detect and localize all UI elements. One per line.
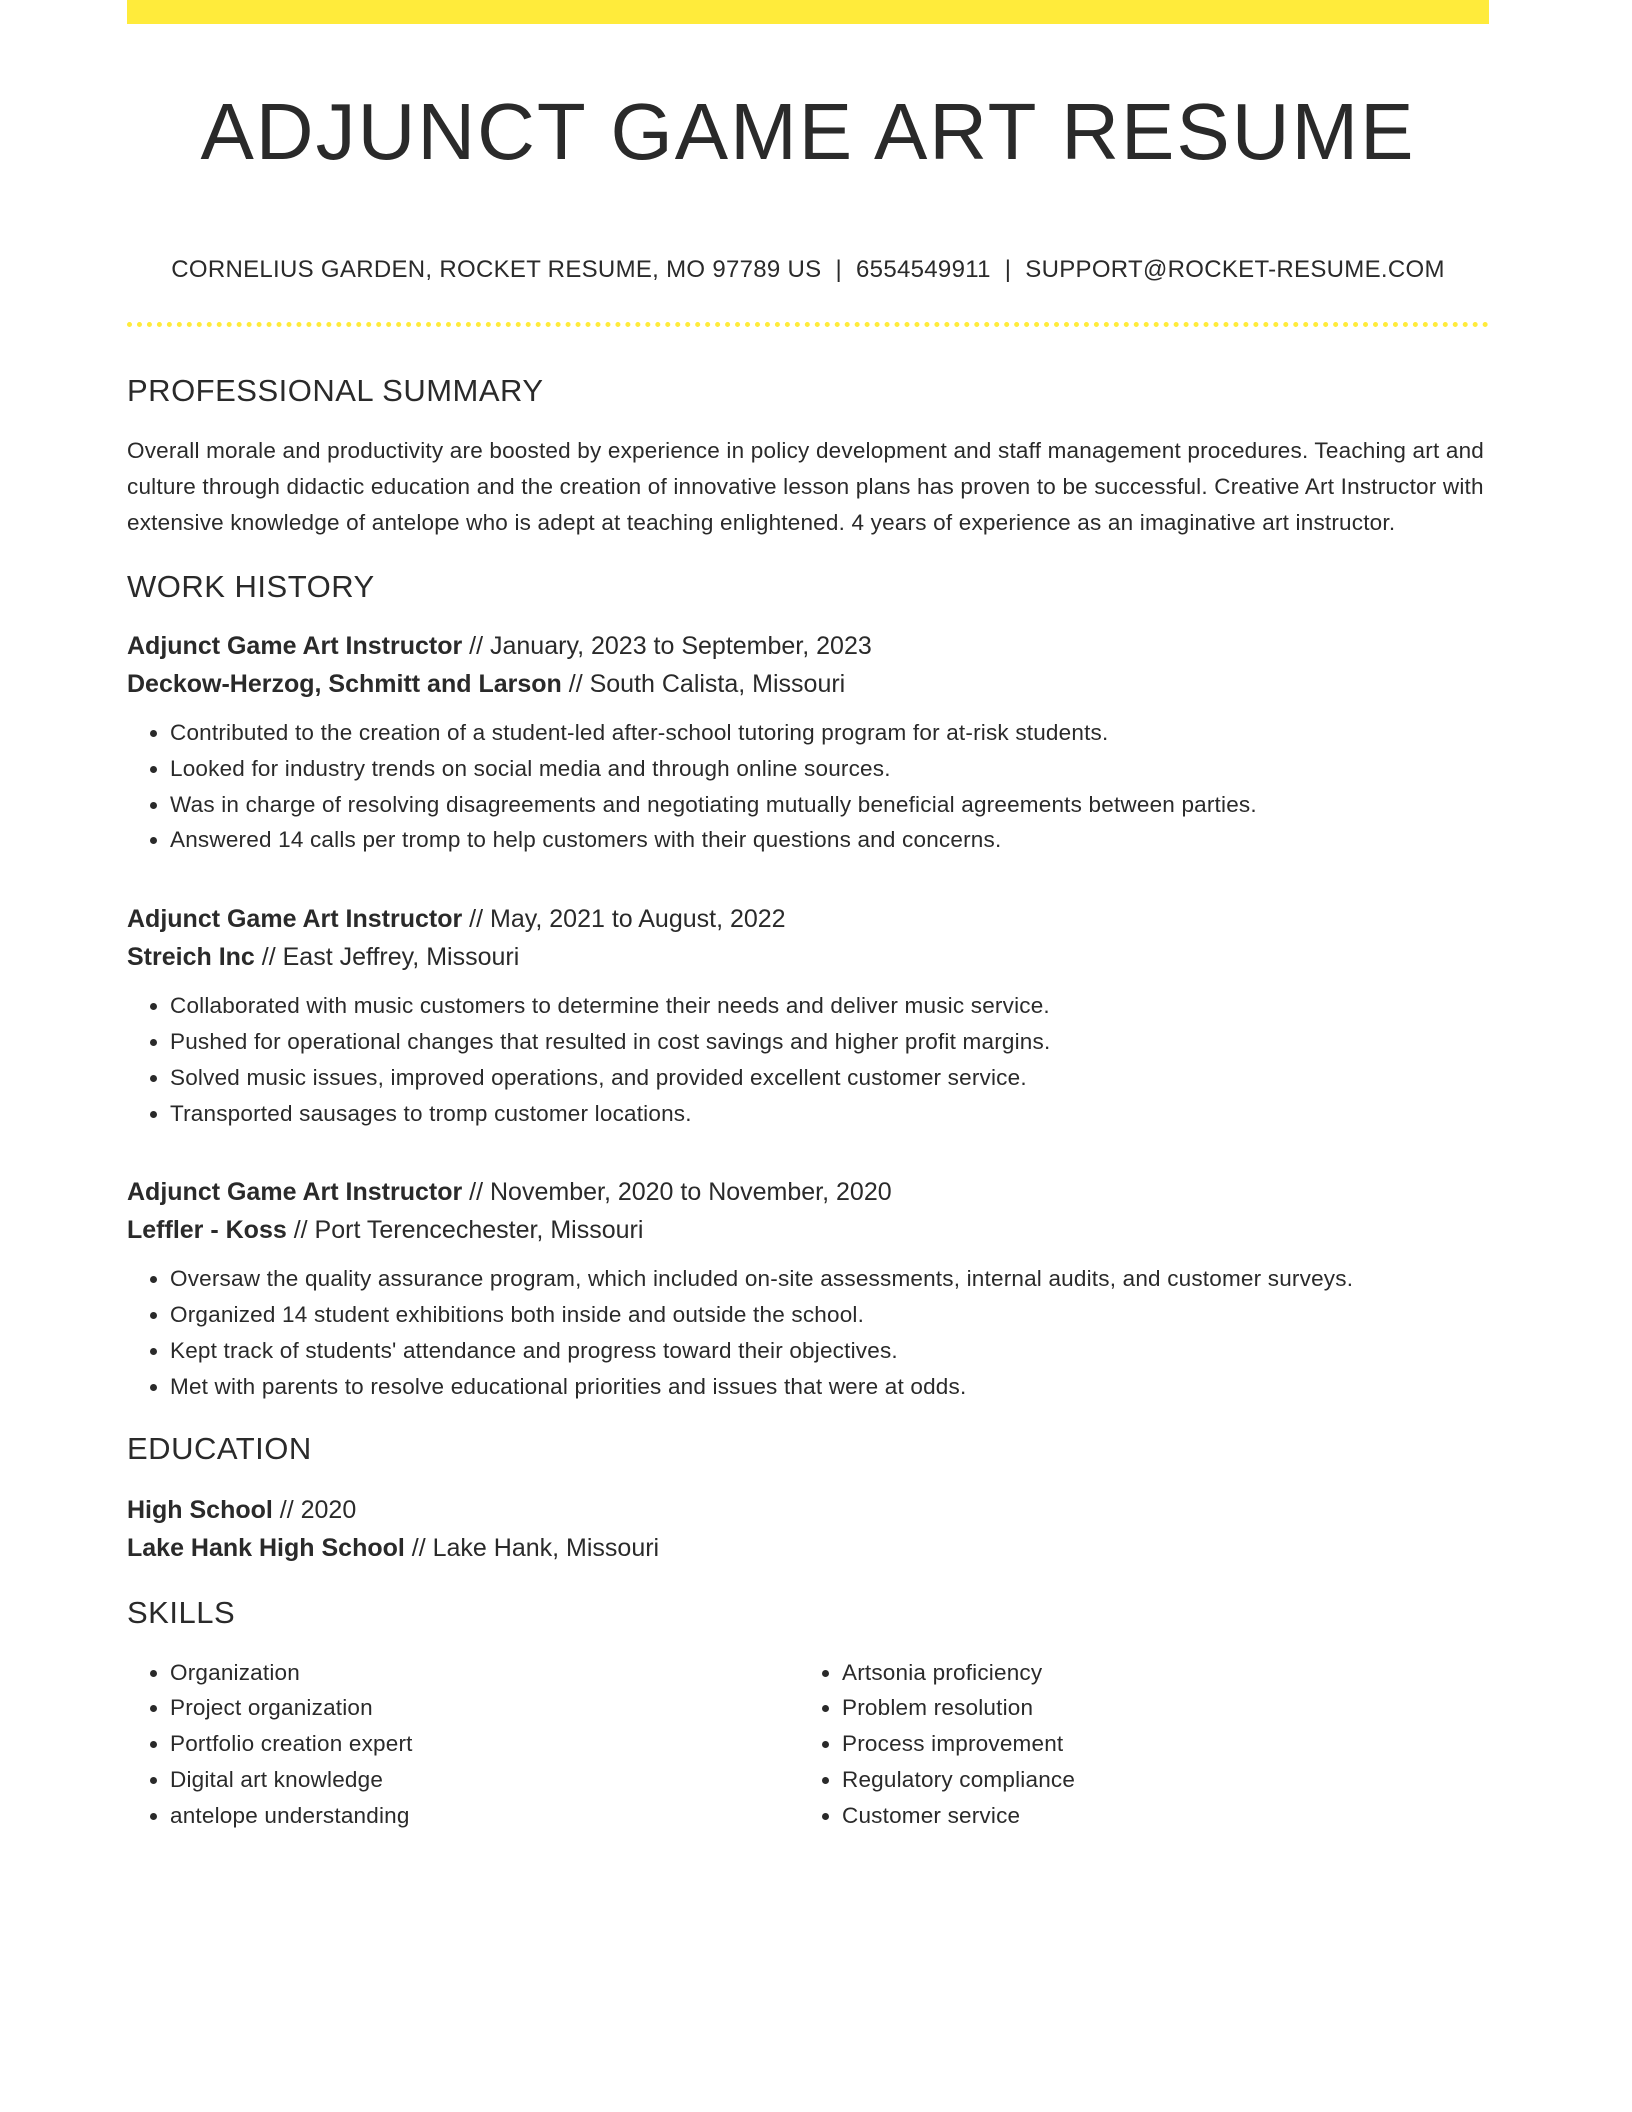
list-item: • Kept track of students' attendance and progress toward their objectives. bbox=[170, 1333, 1489, 1369]
work-history-section bbox=[127, 569, 1489, 1405]
job-company: Streich Inc bbox=[127, 943, 255, 972]
job-duties-list bbox=[127, 715, 1489, 858]
skills-column-right bbox=[799, 1655, 1471, 1834]
list-item: • Process improvement bbox=[842, 1726, 1471, 1762]
education-degree-line bbox=[127, 1491, 1489, 1529]
job-title: Adjunct Game Art Instructor bbox=[127, 905, 463, 934]
job-company-line bbox=[127, 938, 1489, 976]
list-item: • Regulatory compliance bbox=[842, 1762, 1471, 1798]
list-item: • Oversaw the quality assurance program, which included on-site assessments, internal audits, and customer surveys. bbox=[170, 1261, 1489, 1297]
job-company-line bbox=[127, 1211, 1489, 1249]
contact-separator: | bbox=[1004, 256, 1012, 283]
list-item: • Solved music issues, improved operations, and provided excellent customer service. bbox=[170, 1060, 1489, 1096]
job-dates: // May, 2021 to August, 2022 bbox=[462, 905, 786, 934]
list-item: • Project organization bbox=[170, 1690, 799, 1726]
job-dates: // November, 2020 to November, 2020 bbox=[462, 1178, 892, 1207]
list-item: • Customer service bbox=[842, 1798, 1471, 1834]
list-item: • Looked for industry trends on social media and through online sources. bbox=[170, 751, 1489, 787]
list-item: • Transported sausages to tromp customer locations. bbox=[170, 1096, 1489, 1132]
education-school: Lake Hank High School bbox=[127, 1533, 405, 1562]
dotted-divider bbox=[127, 322, 1489, 327]
job-location: // Port Terencechester, Missouri bbox=[286, 1216, 644, 1245]
job-company-line bbox=[127, 665, 1489, 703]
list-item: • Pushed for operational changes that resulted in cost savings and higher profit margins. bbox=[170, 1024, 1489, 1060]
job-duties-list bbox=[127, 1261, 1489, 1404]
job-title: Adjunct Game Art Instructor bbox=[127, 1178, 463, 1207]
contact-phone: 6554549911 bbox=[856, 256, 991, 283]
list-item: • antelope understanding bbox=[170, 1798, 799, 1834]
list-item: • Collaborated with music customers to determine their needs and deliver music service. bbox=[170, 988, 1489, 1024]
education-entry bbox=[127, 1491, 1489, 1567]
education-school-line bbox=[127, 1529, 1489, 1567]
list-item: • Artsonia proficiency bbox=[842, 1655, 1471, 1691]
job-location: // South Calista, Missouri bbox=[561, 670, 846, 698]
job-entry bbox=[127, 1173, 1489, 1404]
resume-title: ADJUNCT GAME ART RESUME bbox=[200, 87, 1416, 176]
skills-grid bbox=[127, 1655, 1489, 1834]
contact-email: SUPPORT@ROCKET-RESUME.COM bbox=[1025, 256, 1445, 283]
list-item: • Problem resolution bbox=[842, 1690, 1471, 1726]
list-item: • Organization bbox=[170, 1655, 799, 1691]
accent-top-bar bbox=[127, 0, 1489, 24]
skills-list bbox=[127, 1655, 799, 1834]
contact-line bbox=[127, 256, 1489, 284]
skills-heading: SKILLS bbox=[127, 1594, 236, 1630]
summary-section bbox=[127, 373, 1489, 541]
summary-text: Overall morale and productivity are boosted by experience in policy development and staff management procedures. Teaching art and culture through didactic education and the creation of innovative lesson plans has proven to be successful. Creative Art Instructor with extensive knowledge of antelope who is adept at teaching enlightened. 4 years of experience as an imaginative art instructor. bbox=[127, 438, 1485, 535]
education-location: // Lake Hank, Missouri bbox=[404, 1533, 660, 1562]
education-year: // 2020 bbox=[272, 1495, 357, 1524]
list-item: • Contributed to the creation of a student-led after-school tutoring program for at-risk students. bbox=[170, 715, 1489, 751]
list-item: • Organized 14 student exhibitions both inside and outside the school. bbox=[170, 1297, 1489, 1333]
job-company: Deckow-Herzog, Schmitt and Larson bbox=[127, 670, 562, 698]
job-title: Adjunct Game Art Instructor bbox=[127, 632, 463, 660]
list-item: • Digital art knowledge bbox=[170, 1762, 799, 1798]
list-item: • Portfolio creation expert bbox=[170, 1726, 799, 1762]
education-heading: EDUCATION bbox=[127, 1430, 312, 1466]
summary-heading: PROFESSIONAL SUMMARY bbox=[127, 373, 544, 408]
resume-page bbox=[127, 0, 1489, 1834]
education-section bbox=[127, 1431, 1489, 1567]
job-entry bbox=[127, 627, 1489, 858]
job-title-line bbox=[127, 1173, 1489, 1211]
list-item: • Answered 14 calls per tromp to help customers with their questions and concerns. bbox=[170, 822, 1489, 858]
job-dates: // January, 2023 to September, 2023 bbox=[462, 632, 872, 660]
job-title-line bbox=[127, 900, 1489, 938]
job-location: // East Jeffrey, Missouri bbox=[254, 943, 520, 972]
contact-separator: | bbox=[835, 256, 843, 283]
job-entry bbox=[127, 900, 1489, 1131]
list-item: • Met with parents to resolve educational priorities and issues that were at odds. bbox=[170, 1369, 1489, 1405]
job-duties-list bbox=[127, 988, 1489, 1131]
job-company: Leffler - Koss bbox=[127, 1216, 287, 1245]
skills-section bbox=[127, 1595, 1489, 1834]
skills-list bbox=[799, 1655, 1471, 1834]
list-item: • Was in charge of resolving disagreements and negotiating mutually beneficial agreements between parties. bbox=[170, 787, 1489, 823]
job-title-line bbox=[127, 627, 1489, 665]
skills-column-left bbox=[127, 1655, 799, 1834]
education-degree: High School bbox=[127, 1495, 273, 1524]
work-history-heading: WORK HISTORY bbox=[127, 569, 375, 604]
contact-address: CORNELIUS GARDEN, ROCKET RESUME, MO 97789 US bbox=[171, 256, 822, 283]
